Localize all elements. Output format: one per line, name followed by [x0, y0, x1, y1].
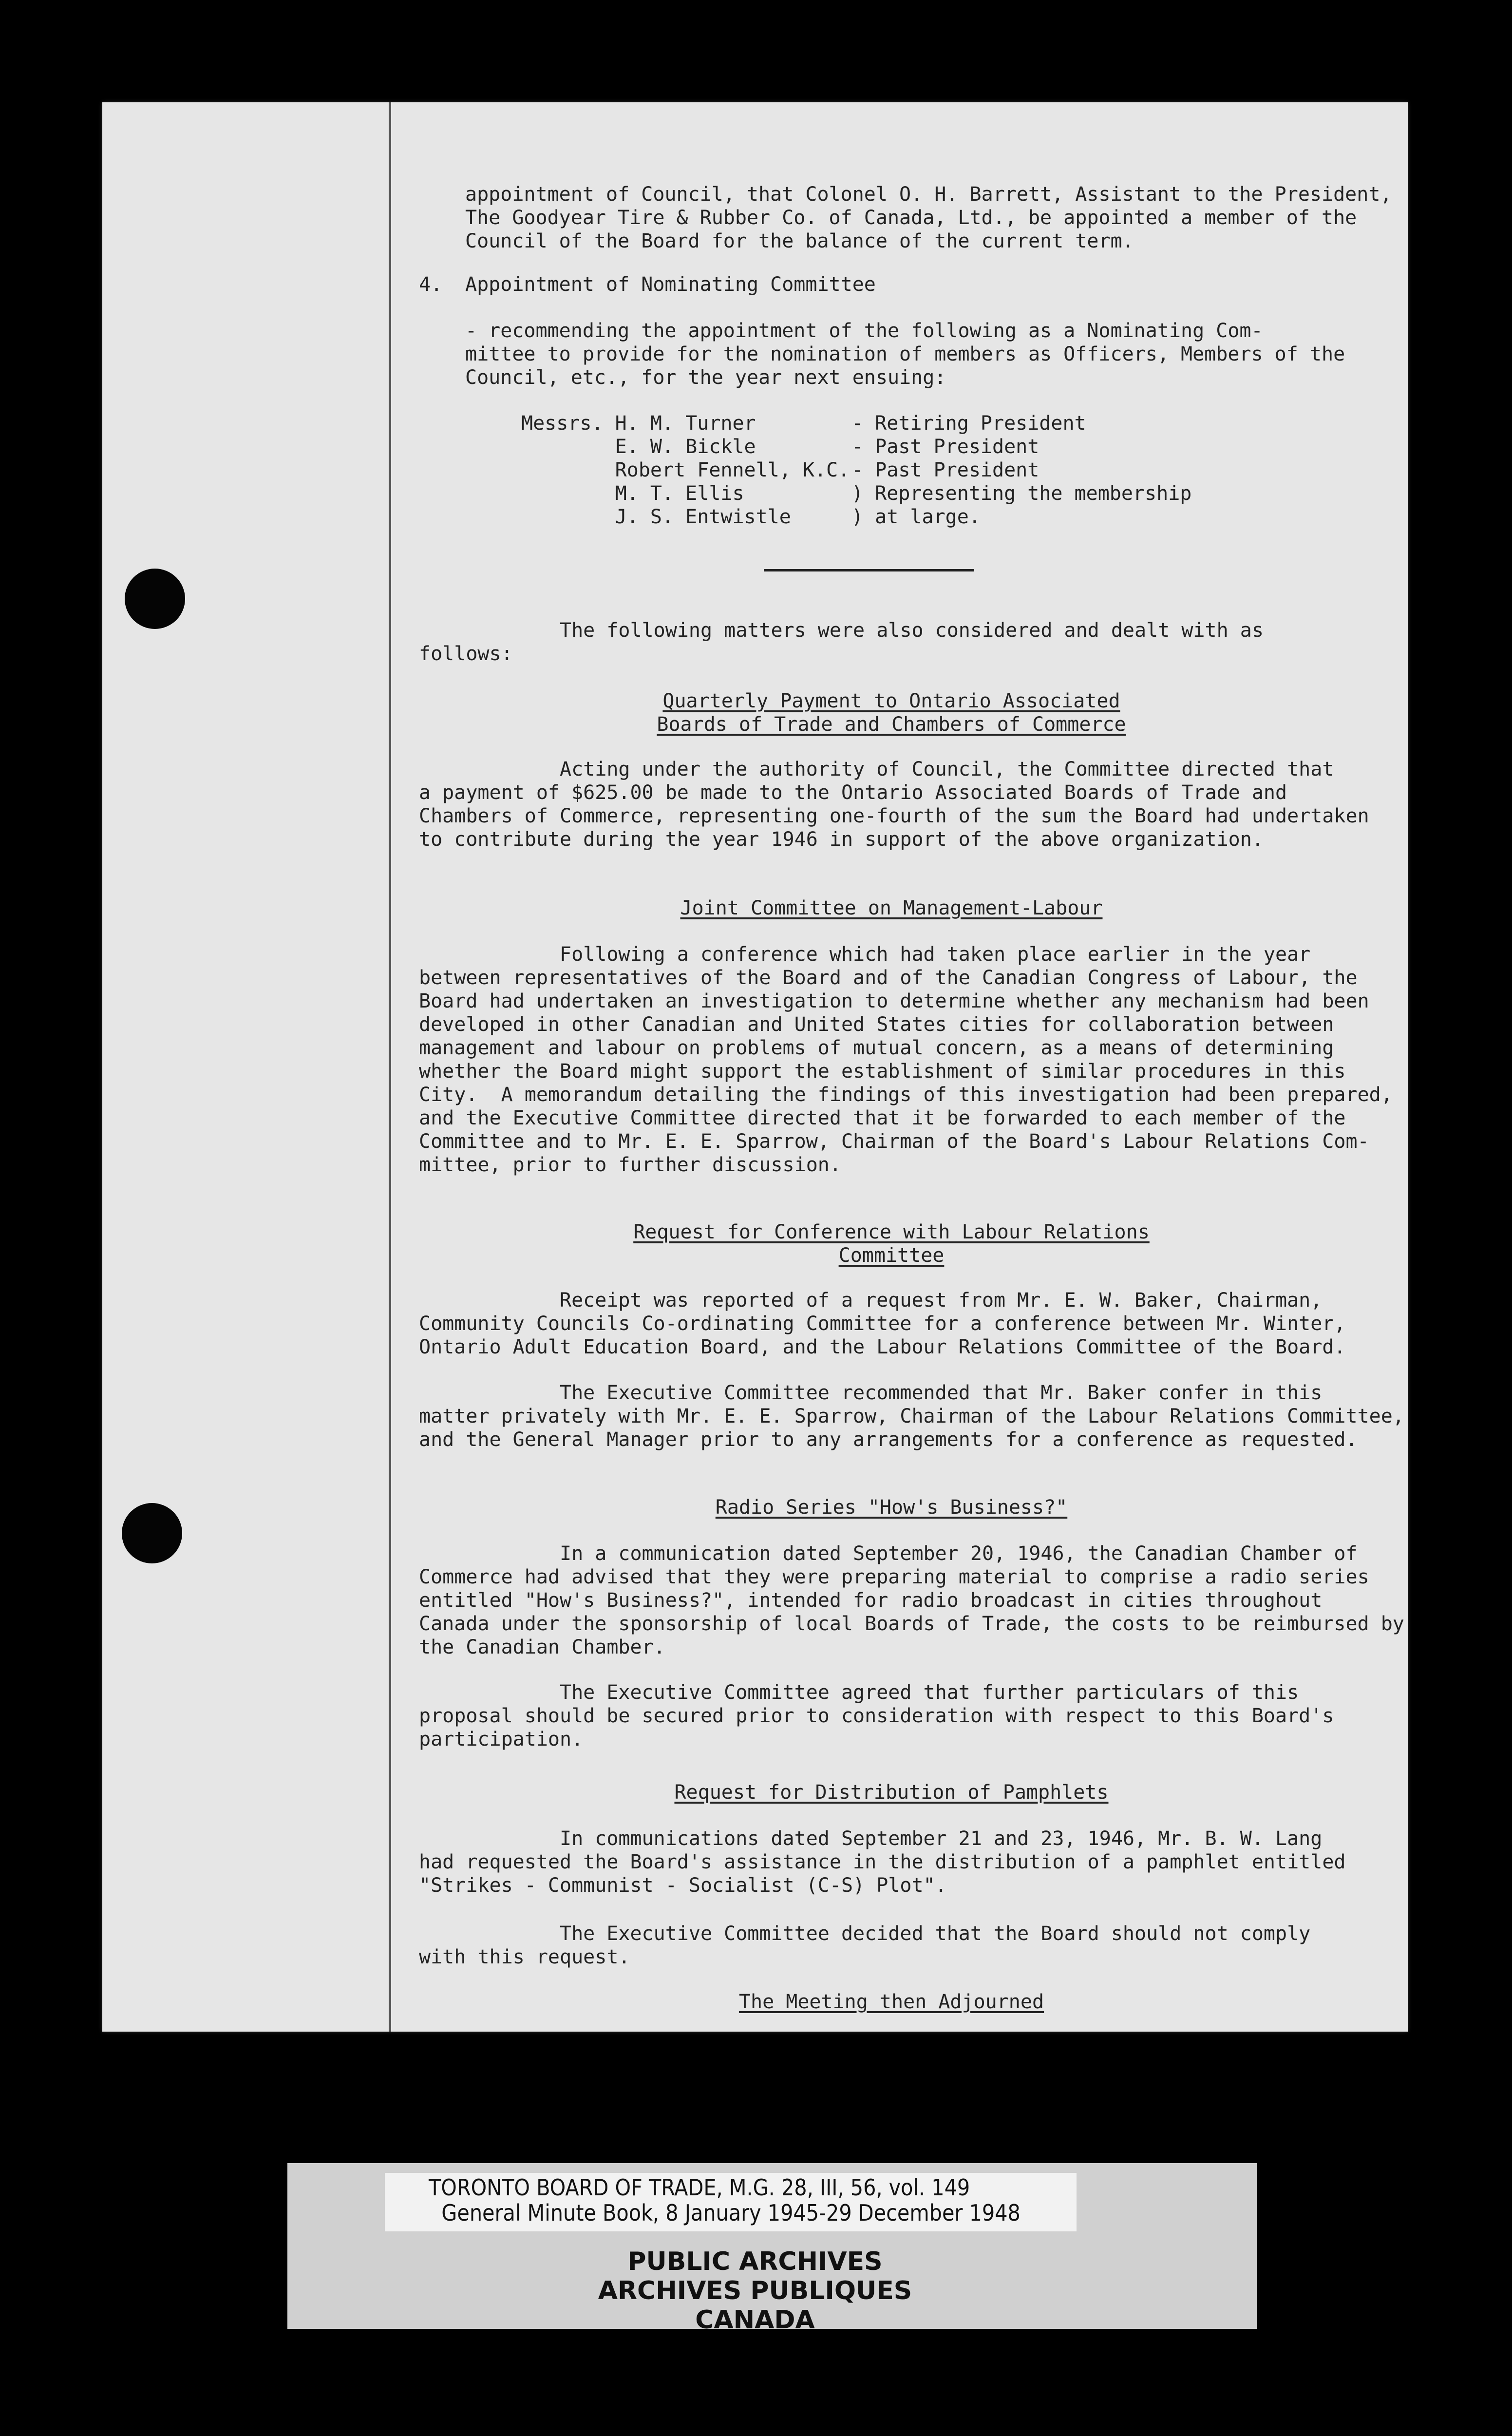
- item-number: 4.: [419, 273, 443, 296]
- section-body-labour-relations: Receipt was reported of a request from Mr. E. W. Baker, Chairman, Community Councils Co-ordinating Committee for a conference between Mr. Winter, Ontario Adult Education Board, and the Labour Relations Committee of the Board.: [419, 1289, 1346, 1358]
- section-body2-pamphlets: The Executive Committee decided that the Board should not comply with this request.: [419, 1922, 1311, 1968]
- section-heading-quarterly-payment: Quarterly Payment to Ontario Associated Boards of Trade and Chambers of Commerce: [657, 690, 1126, 736]
- section-heading-radio-series: Radio Series "How's Business?": [715, 1496, 1068, 1519]
- section-divider: [764, 569, 974, 571]
- section-heading-pamphlets: Request for Distribution of Pamphlets: [674, 1781, 1109, 1804]
- margin-line: [389, 102, 391, 2032]
- section-body-joint-committee: Following a conference which had taken place earlier in the year between representatives of the Board and of the Canadian Congress of Labour, the Board had undertaken an investigation to determine whether any mechanism had been developed in other Canadian and United States cities for collaboration between management and labour on problems of mutual concern, as a means of determining whether the Board might support the establishment of similar procedures in this City. A memorandum detailing the findings of this investigation had been prepared, and the Executive Committee directed that it be forwarded to each member of the Committee and to Mr. E. E. Sparrow, Chairman of the Board's Labour Relations Com- mittee, prior to further discussion.: [419, 943, 1393, 1176]
- section-body-radio-series: In a communication dated September 20, 1946, the Canadian Chamber of Commerce had advised that they were preparing material to comprise a radio series entitled "How's Business?", intended for radio broadcast in cities throughout Canada under the sponsorship of local Boards of Trade, the costs to be reimbursed by the Canadian Chamber.: [419, 1542, 1404, 1658]
- top-paragraph: appointment of Council, that Colonel O. H. Barrett, Assistant to the President, The Goodyear Tire & Rubber Co. of Canada, Ltd., be appointed a member of the Council of the Board for the balance of the current term.: [465, 183, 1392, 252]
- item-title: Appointment of Nominating Committee: [465, 273, 876, 296]
- archive-stamp: PUBLIC ARCHIVES ARCHIVES PUBLIQUES CANADA: [598, 2247, 912, 2335]
- section-heading-joint-committee: Joint Committee on Management-Labour: [680, 897, 1103, 919]
- section-heading-labour-relations: Request for Conference with Labour Relations Committee: [633, 1221, 1150, 1267]
- intro-paragraph: The following matters were also considered and dealt with as follows:: [419, 619, 1264, 665]
- punch-hole-top: [125, 569, 185, 629]
- section-body2-radio-series: The Executive Committee agreed that further particulars of this proposal should be secured prior to consideration with respect to this Board's participation.: [419, 1681, 1334, 1751]
- closing-line: The Meeting then Adjourned: [738, 1991, 1044, 2013]
- item-body: - recommending the appointment of the following as a Nominating Com- mittee to provide for the nomination of members as Officers, Members of the Council, etc., for the year next ensuing:: [465, 320, 1345, 389]
- archive-reference: TORONTO BOARD OF TRADE, M.G. 28, III, 56, vol. 149 General Minute Book, 8 January 1945-29 December 1948: [429, 2174, 1021, 2226]
- committee-roles: - Retiring President - Past President - Past President ) Representing the membership ) at large.: [851, 412, 1192, 528]
- committee-names: Messrs. H. M. Turner E. W. Bickle Robert Fennell, K.C. M. T. Ellis J. S. Entwistle: [521, 412, 850, 528]
- section-body2-labour-relations: The Executive Committee recommended that Mr. Baker confer in this matter privately with Mr. E. E. Sparrow, Chairman of the Labour Relations Committee, and the General Manager prior to any arrangements for a conference as requested.: [419, 1382, 1404, 1451]
- section-body-quarterly-payment: Acting under the authority of Council, the Committee directed that a payment of $625.00 be made to the Ontario Associated Boards of Trade and Chambers of Commerce, representing one-fourth of the sum the Board had undertaken to contribute during the year 1946 in support of the above organization.: [419, 758, 1369, 851]
- punch-hole-bottom: [122, 1503, 182, 1563]
- section-body-pamphlets: In communications dated September 21 and 23, 1946, Mr. B. W. Lang had requested the Board's assistance in the distribution of a pamphlet entitled "Strikes - Communist - Socialist (C-S) Plot".: [419, 1827, 1346, 1897]
